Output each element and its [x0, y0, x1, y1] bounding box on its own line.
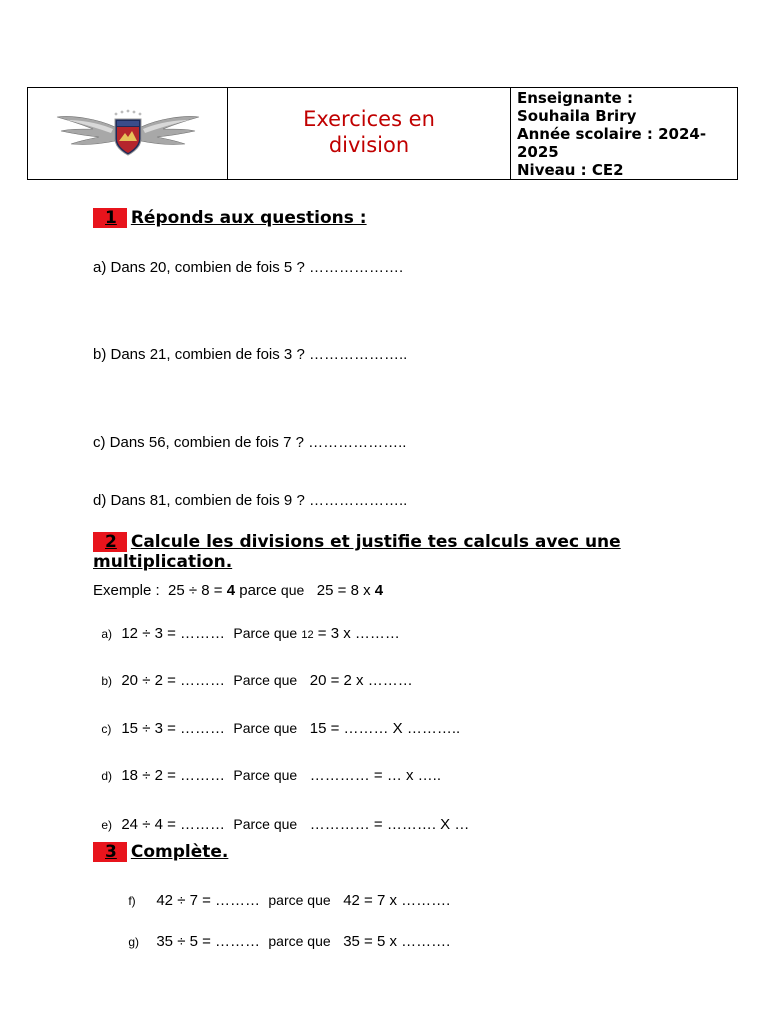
- row-justify: ………… = … x …..: [309, 767, 441, 784]
- row-calc: 42 ÷ 7 = ………: [156, 892, 261, 909]
- row-because: Parce que: [233, 625, 298, 641]
- row-justify: 15 = ……… X ………..: [309, 720, 461, 737]
- row-because: Parce que: [233, 816, 298, 832]
- section-3-title: Complète.: [130, 842, 229, 862]
- row-calc: 12 ÷ 3 = ………: [121, 625, 226, 642]
- row-label: b): [101, 674, 113, 688]
- question-a: a) Dans 20, combien de fois 5 ? ……………….: [93, 259, 404, 276]
- row-justify: 42 = 7 x ……….: [343, 892, 451, 909]
- row-justify: 35 = 5 x ……….: [343, 933, 451, 950]
- row-label: g): [128, 935, 140, 949]
- teacher-name: Souhaila Briry: [517, 107, 637, 125]
- header-table: [27, 87, 738, 180]
- example-parce: parce: [235, 582, 281, 599]
- teacher-label: Enseignante :: [517, 89, 633, 107]
- example-rest: 25 = 8 x: [304, 582, 375, 599]
- school-year: Année scolaire : 2024-: [517, 125, 707, 143]
- example-answer: 4: [226, 582, 236, 599]
- example-line: [93, 582, 383, 599]
- row-small-number: 12: [301, 629, 314, 641]
- title-line-2: division: [328, 132, 410, 157]
- row-label: e): [101, 818, 113, 832]
- row-because: parce que: [268, 933, 331, 949]
- exercise-row-a: [93, 608, 400, 642]
- exercise-row-d: [93, 750, 441, 784]
- row-because: Parce que: [233, 720, 298, 736]
- row-label: d): [101, 769, 113, 783]
- row-label: a): [101, 627, 113, 641]
- exercise-row-e: [93, 799, 469, 833]
- row-calc: 18 ÷ 2 = ………: [121, 767, 226, 784]
- section-2-heading: [93, 532, 621, 572]
- exercise-row-g: [120, 916, 450, 950]
- section-2-badge: 2: [93, 532, 127, 552]
- row-because: parce que: [268, 892, 331, 908]
- section-2-title-line-2: multiplication.: [93, 552, 233, 572]
- section-1-badge: 1: [93, 208, 127, 228]
- question-c: c) Dans 56, combien de fois 7 ? ………………..: [93, 434, 407, 451]
- title-line-1: Exercices en: [303, 106, 435, 131]
- row-because: Parce que: [233, 767, 298, 783]
- section-2-title-line-1: Calcule les divisions et justifie tes calculs avec une: [130, 532, 621, 552]
- row-calc: 15 ÷ 3 = ………: [121, 720, 226, 737]
- row-justify: = 3 x ………: [313, 625, 400, 642]
- winged-shield-logo-icon: [53, 109, 203, 159]
- logo-cell: [28, 88, 228, 179]
- school-year-end: 2025: [517, 143, 559, 161]
- question-b: b) Dans 21, combien de fois 3 ? ………………..: [93, 346, 408, 363]
- section-3-heading: [93, 842, 228, 862]
- row-because: Parce que: [233, 672, 298, 688]
- section-1-title: Réponds aux questions :: [130, 208, 367, 228]
- row-calc: 20 ÷ 2 = ………: [121, 672, 226, 689]
- example-answer-2: 4: [374, 582, 384, 599]
- exercise-row-b: [93, 655, 413, 689]
- exercise-row-f: [120, 875, 450, 909]
- row-justify: 20 = 2 x ………: [309, 672, 413, 689]
- question-d: d) Dans 81, combien de fois 9 ? ………………..: [93, 492, 408, 509]
- row-calc: 24 ÷ 4 = ………: [121, 816, 226, 833]
- row-label: c): [101, 722, 112, 736]
- section-1-heading: [93, 208, 367, 228]
- row-label: f): [128, 894, 136, 908]
- level: Niveau : CE2: [517, 161, 624, 179]
- title-cell: [228, 88, 511, 179]
- example-que: que: [280, 582, 305, 598]
- info-cell: [511, 88, 737, 179]
- section-3-badge: 3: [93, 842, 127, 862]
- row-justify: ………… = ………. X …: [309, 816, 470, 833]
- worksheet-title: [303, 106, 435, 158]
- exercise-row-c: [93, 703, 460, 737]
- example-prefix: Exemple : 25 ÷ 8 =: [93, 582, 227, 599]
- row-calc: 35 ÷ 5 = ………: [156, 933, 261, 950]
